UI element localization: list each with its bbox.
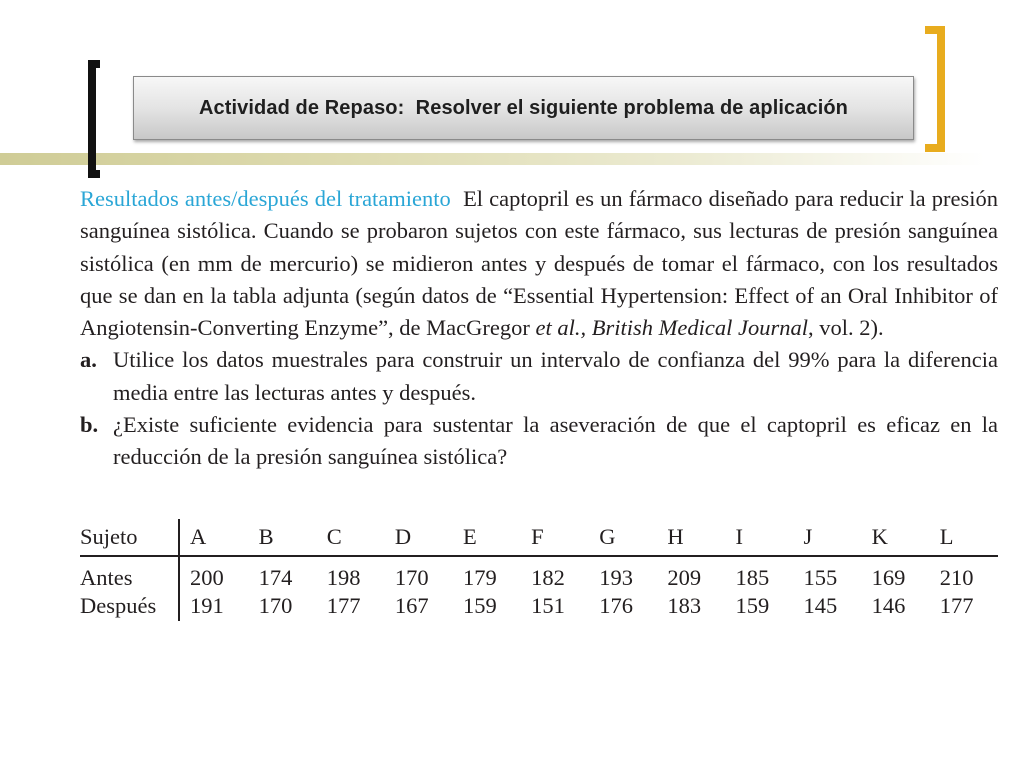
problem-intro bbox=[80, 183, 998, 344]
table-cell: 169 bbox=[871, 565, 906, 590]
row-label-antes: Antes bbox=[80, 556, 179, 591]
slide-title: Actividad de Repaso: Resolver el siguiente problema de aplicación bbox=[198, 96, 848, 119]
subject-cell: L bbox=[930, 519, 998, 556]
subject-cell: K bbox=[862, 519, 930, 556]
problem-intro-text: El captopril es un fármaco diseñado para reducir la presión sanguínea sistólica. Cuando se probaron sujetos con este fármaco, sus lecturas de presión sanguínea sistólica (en mm de mercurio) se midieron antes y después de tomar el fármaco, con los resultados que se dan en la tabla adjunta (según datos de “Essential Hypertension: Effect of an Oral Inhibitor of Angiotensin-Converting Enzyme”, de MacGregor bbox=[80, 186, 998, 341]
subject-cell: C bbox=[317, 519, 385, 556]
problem-intro-end: , vol. 2). bbox=[807, 315, 884, 341]
table-cell: 198 bbox=[326, 565, 361, 590]
subject-cell: E bbox=[453, 519, 521, 556]
question-b-text: ¿Existe suficiente evidencia para sustentar la aseveración de que el captopril es eficaz en la reducción de la presión sanguínea sistólica? bbox=[113, 412, 998, 470]
blood-pressure-table bbox=[80, 519, 998, 621]
table-cell: 146 bbox=[871, 593, 906, 618]
decorative-divider-line bbox=[0, 153, 985, 165]
table-cell: 176 bbox=[599, 593, 633, 618]
problem-heading: Resultados antes/después del tratamiento bbox=[80, 186, 451, 211]
table-cell: 167 bbox=[394, 593, 429, 618]
question-a-label: a. bbox=[80, 347, 97, 373]
table-row-antes bbox=[80, 556, 998, 591]
table-cell: 191 bbox=[190, 593, 224, 618]
table-cell: 159 bbox=[735, 593, 770, 618]
table-header-label: Sujeto bbox=[80, 519, 179, 556]
subject-cell: J bbox=[794, 519, 862, 556]
subject-cell: I bbox=[725, 519, 793, 556]
table-cell: 170 bbox=[258, 593, 293, 618]
question-a-text: Utilice los datos muestrales para construir un intervalo de confianza del 99% para la diferencia media entre las lecturas antes y después. bbox=[113, 347, 998, 405]
table-cell: 182 bbox=[531, 565, 565, 590]
row-label-despues: Después bbox=[80, 591, 179, 621]
subject-cell: B bbox=[249, 519, 317, 556]
table-cell: 151 bbox=[531, 593, 565, 618]
table-cell: 210 bbox=[939, 565, 974, 590]
table-cell: 177 bbox=[939, 593, 974, 618]
table-cell: 209 bbox=[667, 565, 702, 590]
question-b-label: b. bbox=[80, 412, 99, 438]
table-cell: 159 bbox=[463, 593, 497, 618]
subject-cell: G bbox=[589, 519, 657, 556]
slide-title-box bbox=[133, 76, 914, 140]
left-bracket-decoration bbox=[88, 60, 100, 178]
table-cell: 145 bbox=[803, 593, 838, 618]
table-header-row bbox=[80, 519, 998, 556]
table-row-despues bbox=[80, 591, 998, 621]
subject-cell: F bbox=[521, 519, 589, 556]
subject-cell: H bbox=[657, 519, 725, 556]
et-al-text: et al., bbox=[535, 315, 587, 341]
subject-cell: D bbox=[385, 519, 453, 556]
subject-cell: A bbox=[179, 519, 249, 556]
journal-name: British Medical Journal bbox=[591, 315, 808, 341]
table-cell: 179 bbox=[463, 565, 497, 590]
table-cell: 185 bbox=[735, 565, 770, 590]
right-bracket-decoration bbox=[925, 26, 945, 152]
table-cell: 177 bbox=[326, 593, 361, 618]
table-cell: 174 bbox=[258, 565, 293, 590]
table-cell: 193 bbox=[599, 565, 633, 590]
table-cell: 170 bbox=[394, 565, 429, 590]
question-a bbox=[80, 344, 998, 409]
table-cell: 183 bbox=[667, 593, 702, 618]
problem-statement bbox=[80, 183, 998, 474]
question-b bbox=[80, 409, 998, 474]
table-cell: 155 bbox=[803, 565, 838, 590]
table-cell: 200 bbox=[190, 565, 224, 590]
